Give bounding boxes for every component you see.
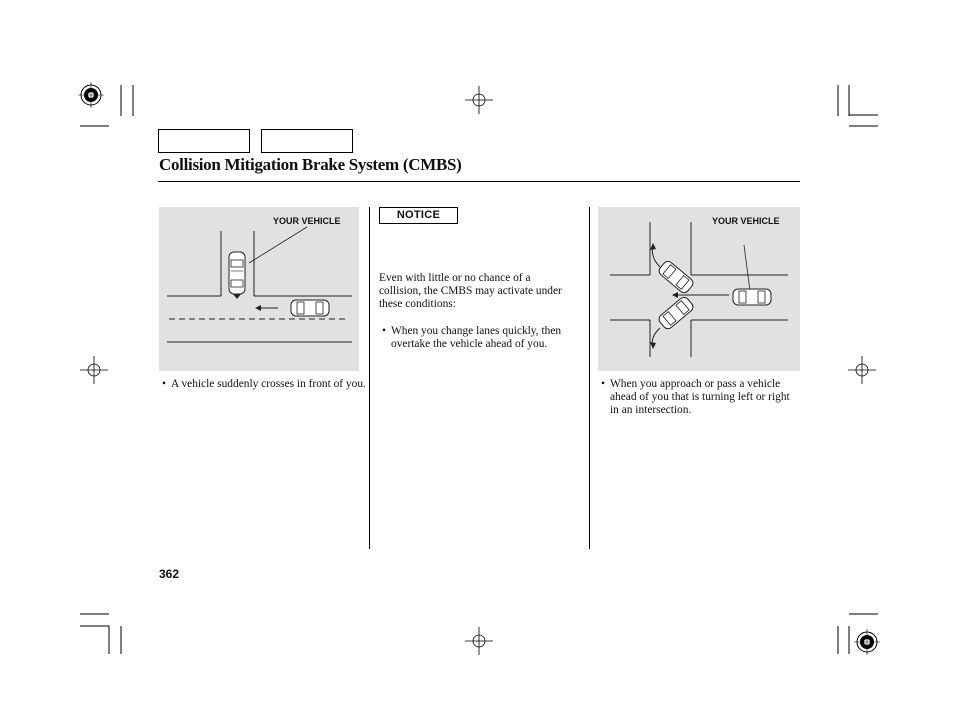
- registration-target-top-left: [77, 81, 107, 111]
- your-vehicle-left: [229, 252, 245, 299]
- crossing-vehicle-left: [291, 300, 329, 316]
- registration-target-bottom-right: [853, 628, 883, 658]
- middle-bullet: [379, 325, 591, 351]
- turning-vehicle-lower: [657, 295, 695, 330]
- caption-right: [598, 378, 800, 417]
- crosshair-right: [848, 356, 878, 386]
- caption-left-text: A vehicle suddenly crosses in front of you.: [171, 378, 366, 390]
- page-number: 362: [159, 567, 180, 581]
- your-vehicle-right: [733, 289, 771, 305]
- notice-badge: [379, 207, 458, 224]
- title-rule: [158, 181, 800, 182]
- notice-label: NOTICE: [396, 209, 441, 221]
- bullet-dot: •: [162, 378, 166, 390]
- header-tab-2: [261, 129, 353, 153]
- caption-right-text: When you approach or pass a vehicle ahead of you that is turning left or right in an intersection.: [610, 378, 790, 416]
- bullet-dot: •: [382, 325, 386, 337]
- page-title: Collision Mitigation Brake System (CMBS): [159, 155, 462, 174]
- diagram-crossing-vehicle: [159, 207, 359, 371]
- crosshair-bottom: [465, 627, 495, 657]
- middle-bullet-text: When you change lanes quickly, then overtake the vehicle ahead of you.: [391, 325, 562, 350]
- header-tab-1: [158, 129, 250, 153]
- your-vehicle-label-left: YOUR VEHICLE: [273, 216, 341, 226]
- bullet-dot: •: [601, 378, 605, 390]
- caption-left: [159, 378, 371, 391]
- road-illustration-right: [598, 207, 800, 371]
- road-illustration-left: [159, 207, 359, 371]
- middle-intro: Even with little or no chance of a collision, the CMBS may activate under these conditions:: [379, 272, 562, 310]
- turning-vehicle-upper: [657, 259, 695, 294]
- crosshair-top: [465, 86, 495, 116]
- your-vehicle-label-right: YOUR VEHICLE: [712, 216, 780, 226]
- column-divider-2: [589, 207, 590, 549]
- diagram-turning-vehicle: [598, 207, 800, 371]
- crosshair-left: [80, 356, 110, 386]
